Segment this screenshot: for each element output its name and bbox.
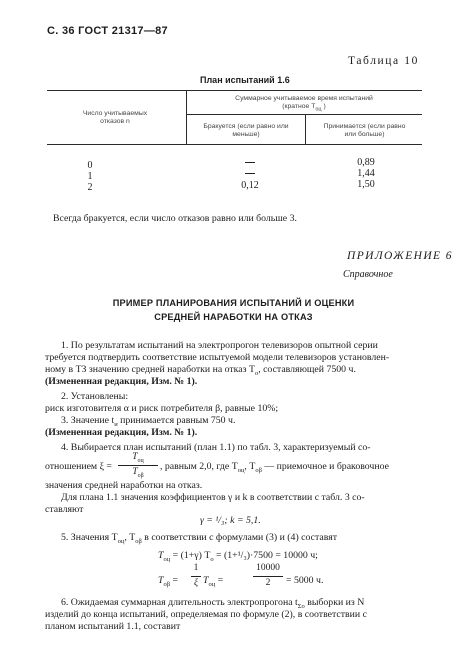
accept-value: 1,44 — [357, 168, 375, 179]
plan-title: План испытаний 1.6 — [200, 75, 290, 85]
fraction-bar — [118, 465, 158, 466]
para-2-line2: риск изготовителя α и риск потребителя β, равные 10%; — [45, 403, 279, 414]
main-title-line2: СРЕДНЕЙ НАРАБОТКИ НА ОТКАЗ — [154, 312, 313, 322]
para-4-line3: значения средней наработки на отказ. — [45, 480, 203, 491]
col-header-failures: Число учитываемых отказов n — [82, 110, 148, 125]
main-title-line1: ПРИМЕР ПЛАНИРОВАНИЯ ИСПЫТАНИЙ И ОЦЕНКИ — [112, 298, 355, 308]
appendix-label: ПРИЛОЖЕНИЕ 6 — [347, 250, 453, 262]
reject-value: 0,12 — [241, 180, 259, 191]
para-4b-line1: Для плана 1.1 значения коэффициентов γ и k в соответствии с табл. 3 со- — [61, 492, 365, 503]
para-3: 3. Значение $t_и$ принимается равным 750 ч. — [61, 415, 236, 428]
reference-label: Справочное — [343, 269, 393, 280]
para-1-line1: 1. По результатам испытаний на электропрогон телевизоров опытной серии — [61, 340, 378, 351]
edit-note-2: (Измененная редакция, Изм. № 1). — [45, 427, 198, 438]
para-1-line3: ному в ТЗ значению средней наработки на отказ $T_о$, составляющей 7500 ч. — [45, 364, 356, 377]
para-4-ratio-rest: , равным 2,0, где $T_{оц}$, $T_{о\beta}$ — приемочное и браковочное — [160, 461, 389, 474]
col-header-total-time: Суммарное учитываемое время испытаний (кратное $T_{оц}$ ) — [235, 95, 373, 113]
table-note: Всегда бракуется, если число отказов равно или больше 3. — [53, 213, 297, 224]
page-header: С. 36 ГОСТ 21317—87 — [47, 25, 168, 37]
para-1-line2: требуется подтвердить соответствие испытуемой модели телевизоров установлен- — [45, 352, 390, 363]
equation-toc: $T_{оц} = (1+\gamma) T_о = (1+^1/_3)\cdot 7500 = 10000$ ч; — [158, 550, 318, 563]
para-6-line3: планом испытаний 1.1, составит — [45, 621, 181, 632]
col-header-reject: Бракуется (если равно или меньше) — [203, 123, 289, 138]
table-row: 1 — [87, 171, 93, 182]
para-5: 5. Значения $T_{оц}$, $T_{о\beta}$ в соответствии с формулами (3) и (4) составят — [61, 532, 338, 545]
ratio-numerator: $T_{оц}$ — [132, 452, 144, 464]
para-4b-line2: ставляют — [45, 504, 84, 515]
para-6-line1: 6. Ожидаемая суммарная длительность электропрогона $t_{\Sigma о}$ выборки из N — [61, 597, 365, 610]
empty-dash — [245, 162, 255, 163]
para-6-line2: изделий до конца испытаний, определяемая по формуле (2), в соответствии с — [45, 609, 367, 620]
para-2-line1: 2. Установлены: — [61, 391, 129, 402]
accept-value: 0,89 — [357, 157, 375, 168]
para-4-ratio-label: отношением ξ = — [45, 461, 112, 472]
accept-value: 1,50 — [357, 179, 375, 190]
para-4-line1: 4. Выбирается план испытаний (план 1.1) по табл. 3, характеризуемый со- — [61, 442, 371, 453]
table-row: 2 — [87, 182, 93, 193]
col-header-accept: Принимается (если равно или больше) — [323, 123, 406, 138]
edit-note-1: (Измененная редакция, Изм. № 1). — [45, 376, 198, 387]
table-row: 0 — [87, 160, 93, 171]
equation-gamma-k: γ = ¹/₃; k = 5,1. — [200, 515, 261, 526]
table-number: Таблица 10 — [348, 55, 419, 67]
ratio-denominator: $T_{о\beta}$ — [132, 467, 144, 479]
empty-dash — [245, 173, 255, 174]
